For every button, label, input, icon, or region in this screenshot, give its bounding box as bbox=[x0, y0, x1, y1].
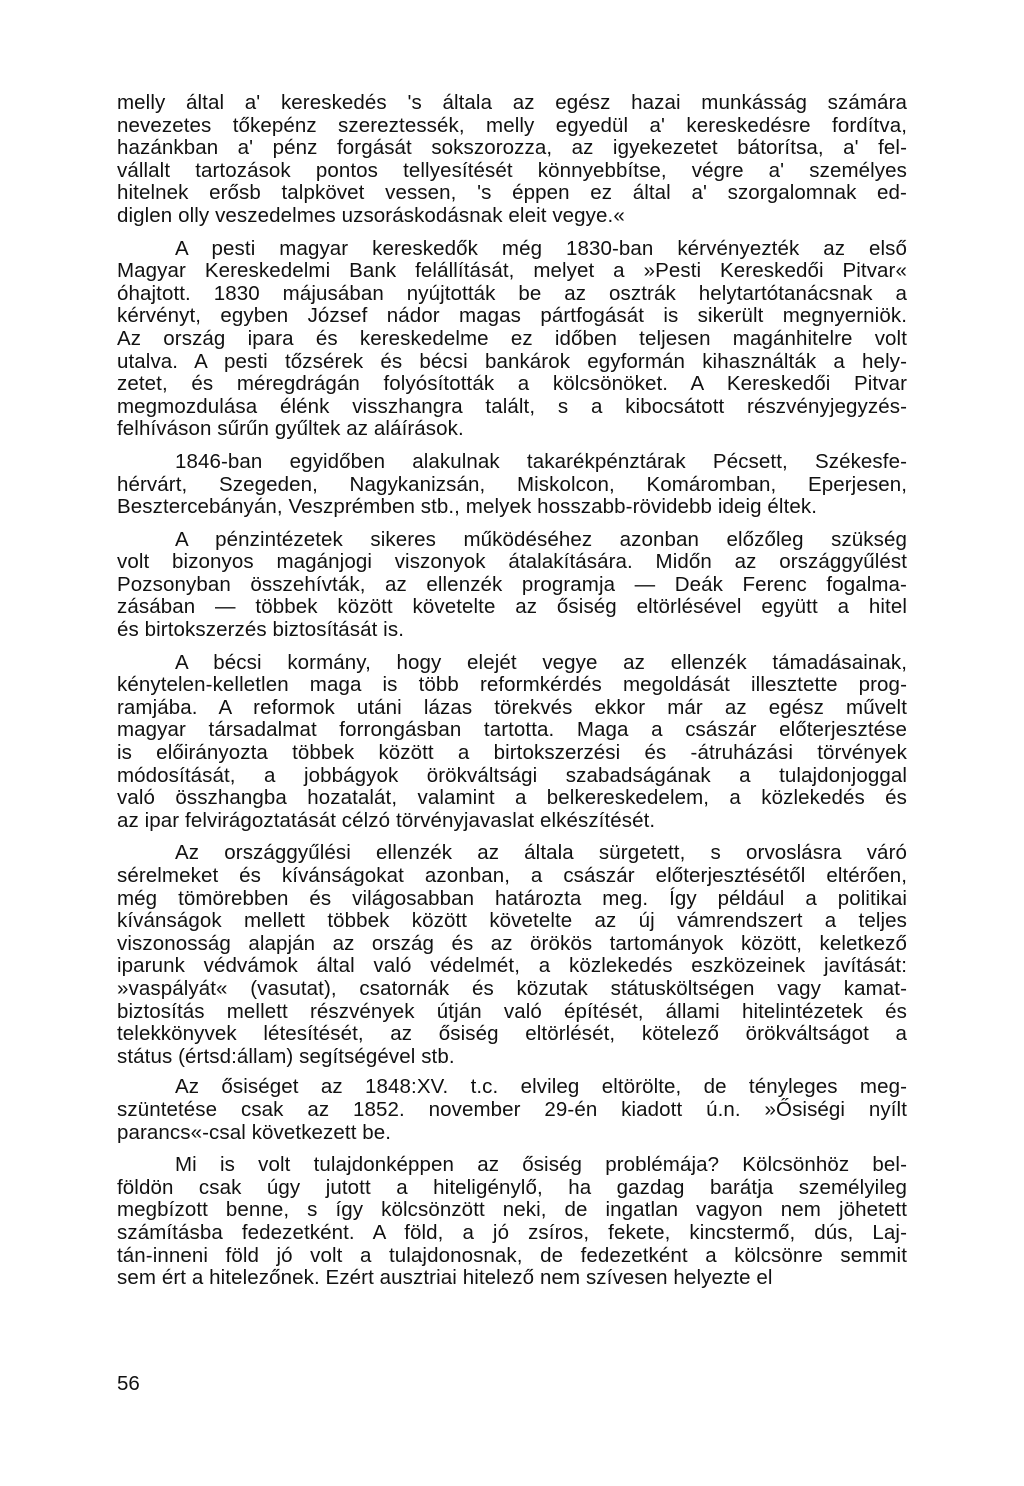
text-line: iparunk védvámok által való védelmét, a közlekedés eszközeinek javítását: bbox=[117, 954, 907, 978]
text-line: az ipar felvirágoztatását célzó törvényjavaslat elkészítését. bbox=[117, 808, 656, 832]
text-line: magyar társadalmat forrongásban tartotta. Maga a császár előterjesztése bbox=[117, 718, 907, 742]
text-line: telekkönyvek létesítését, az ősiség eltörlését, kötelező örökváltságot a bbox=[117, 1022, 907, 1046]
text-line: módosítását, a jobbágyok örökváltsági szabadságának a tulajdonjoggal bbox=[117, 763, 907, 787]
page-number: 56 bbox=[117, 1372, 140, 1395]
text-line: diglen olly veszedelmes uzsoráskodásnak eleit vegye.« bbox=[117, 203, 625, 227]
text-line: kívánságok mellett többek között követelte az új vámrendszert a teljes bbox=[117, 909, 907, 933]
text-line: nevezetes tőkepénz szereztessék, melly egyedül a' kereskedésre fordítva, bbox=[117, 113, 907, 137]
text-line: A pénzintézetek sikeres működéséhez azonban előzőleg szükség bbox=[175, 527, 907, 551]
text-line: utalva. A pesti tőzsérek és bécsi bankárok egyformán kihasználták a hely- bbox=[117, 349, 907, 373]
paragraph bbox=[117, 652, 907, 833]
paragraph bbox=[117, 1154, 907, 1290]
text-line: és birtokszerzés biztosítását is. bbox=[117, 618, 404, 642]
text-line: megmozdulása élénk visszhangra talált, s a kibocsátott részvényjegyzés- bbox=[117, 394, 907, 418]
text-line: sérelmeket és kívánságokat azonban, a császár előterjesztésétől eltérően, bbox=[117, 864, 907, 887]
paragraph bbox=[117, 1076, 907, 1144]
text-line: hazánkban a' pénz forgását sokszorozza, az igyekezetet bátorítsa, a' fel- bbox=[117, 136, 907, 160]
text-line: melly által a' kereskedés 's általa az egész hazai munkásság számára bbox=[117, 91, 907, 114]
text-line: vállalt tartozások pontos tellyesítését könnyebbítse, végre a' személyes bbox=[117, 158, 907, 182]
paragraph bbox=[117, 529, 907, 642]
text-line: óhajtott. 1830 májusában nyújtották be az osztrák helytartótanácsnak a bbox=[117, 281, 907, 305]
text-line: biztosítás mellett részvények útján való építését, állami hitelintézetek és bbox=[117, 999, 907, 1023]
page-body bbox=[117, 92, 907, 1290]
text-line: még tömörebben és világosabban határozta meg. Így például a politikai bbox=[117, 886, 907, 910]
text-line: számításba fedezetként. A föld, a jó zsíros, fekete, kincstermő, dús, Laj- bbox=[117, 1220, 907, 1244]
text-line: státus (értsd:állam) segítségével stb. bbox=[117, 1044, 455, 1068]
text-line: volt bizonyos magánjogi viszonyok átalakítására. Midőn az országgyűlést bbox=[117, 550, 907, 574]
text-line: felhíváson sűrűn gyűltek az aláírások. bbox=[117, 417, 464, 441]
text-line: A pesti magyar kereskedők még 1830-ban kérvényezték az első bbox=[175, 236, 907, 260]
text-line: Az ősiséget az 1848:XV. t.c. elvileg eltörölte, de tényleges meg- bbox=[175, 1075, 907, 1099]
text-line: Magyar Kereskedelmi Bank felállítását, melyet a »Pesti Kereskedői Pitvar« bbox=[117, 259, 907, 283]
text-line: zetet, és méregdrágán folyósították a kölcsönöket. A Kereskedői Pitvar bbox=[117, 372, 907, 396]
text-line: A bécsi kormány, hogy elejét vegye az ellenzék támadásainak, bbox=[175, 650, 907, 674]
text-line: való összhangba hozatalát, valamint a belkereskedelem, a közlekedés és bbox=[117, 786, 907, 810]
text-line: hitelnek erősb talpkövet vessen, 's éppen ez által a' szorgalomnak ed- bbox=[117, 181, 907, 205]
text-line: megbízott benne, s így kölcsönzött neki, de ingatlan vagyon nem jöhetett bbox=[117, 1198, 907, 1222]
text-line: Az ország ipara és kereskedelme ez időben teljesen magánhitelre volt bbox=[117, 326, 907, 350]
text-line: Mi is volt tulajdonképpen az ősiség problémája? Kölcsönhöz bel- bbox=[175, 1153, 907, 1177]
text-line: Pozsonyban összehívták, az ellenzék programja — Deák Ferenc fogalma- bbox=[117, 572, 907, 596]
text-line: Besztercebányán, Veszprémben stb., melyek hosszabb-rövidebb ideig éltek. bbox=[117, 495, 818, 519]
text-line: »vaspályát« (vasutat), csatornák és közutak státusköltségen vagy kamat- bbox=[117, 976, 907, 1000]
text-line: viszonosság alapján az ország és az örökös tartományok között, keletkező bbox=[117, 931, 907, 955]
text-line: parancs«-csal következett be. bbox=[117, 1120, 392, 1144]
text-line: zásában — többek között követelte az ősiség eltörlésével együtt a hitel bbox=[117, 595, 907, 619]
text-line: kénytelen-kelletlen maga is több reformkérdés megoldását illesztette prog- bbox=[117, 673, 907, 697]
paragraph bbox=[117, 842, 907, 1068]
text-line: is előirányozta többek között a birtokszerzési és -átruházási törvények bbox=[117, 741, 907, 765]
text-line: szüntetése csak az 1852. november 29-én kiadott ú.n. »Ősiségi nyílt bbox=[117, 1097, 907, 1121]
paragraph bbox=[117, 92, 907, 228]
text-line: tán-inneni föld jó volt a tulajdonosnak, de fedezetként a kölcsönre semmit bbox=[117, 1243, 907, 1267]
paragraph bbox=[117, 238, 907, 441]
text-line: földön csak úgy jutott a hiteligénylő, ha gazdag barátja személyileg bbox=[117, 1175, 907, 1199]
text-line: sem ért a hitelezőnek. Ezért ausztriai hitelező nem szívesen helyezte el bbox=[117, 1266, 773, 1290]
paragraph bbox=[117, 451, 907, 519]
text-line: Az országgyűlési ellenzék az általa sürgetett, s orvoslásra váró bbox=[175, 841, 907, 865]
text-line: ramjába. A reformok utáni lázas törekvés ekkor már az egész művelt bbox=[117, 695, 907, 719]
text-line: hérvárt, Szegeden, Nagykanizsán, Miskolcon, Komáromban, Eperjesen, bbox=[117, 472, 907, 496]
text-line: kérvényt, egyben József nádor magas pártfogását is sikerült megnyerniök. bbox=[117, 304, 907, 328]
text-line: 1846-ban egyidőben alakulnak takarékpénztárak Pécsett, Székesfe- bbox=[175, 449, 907, 473]
